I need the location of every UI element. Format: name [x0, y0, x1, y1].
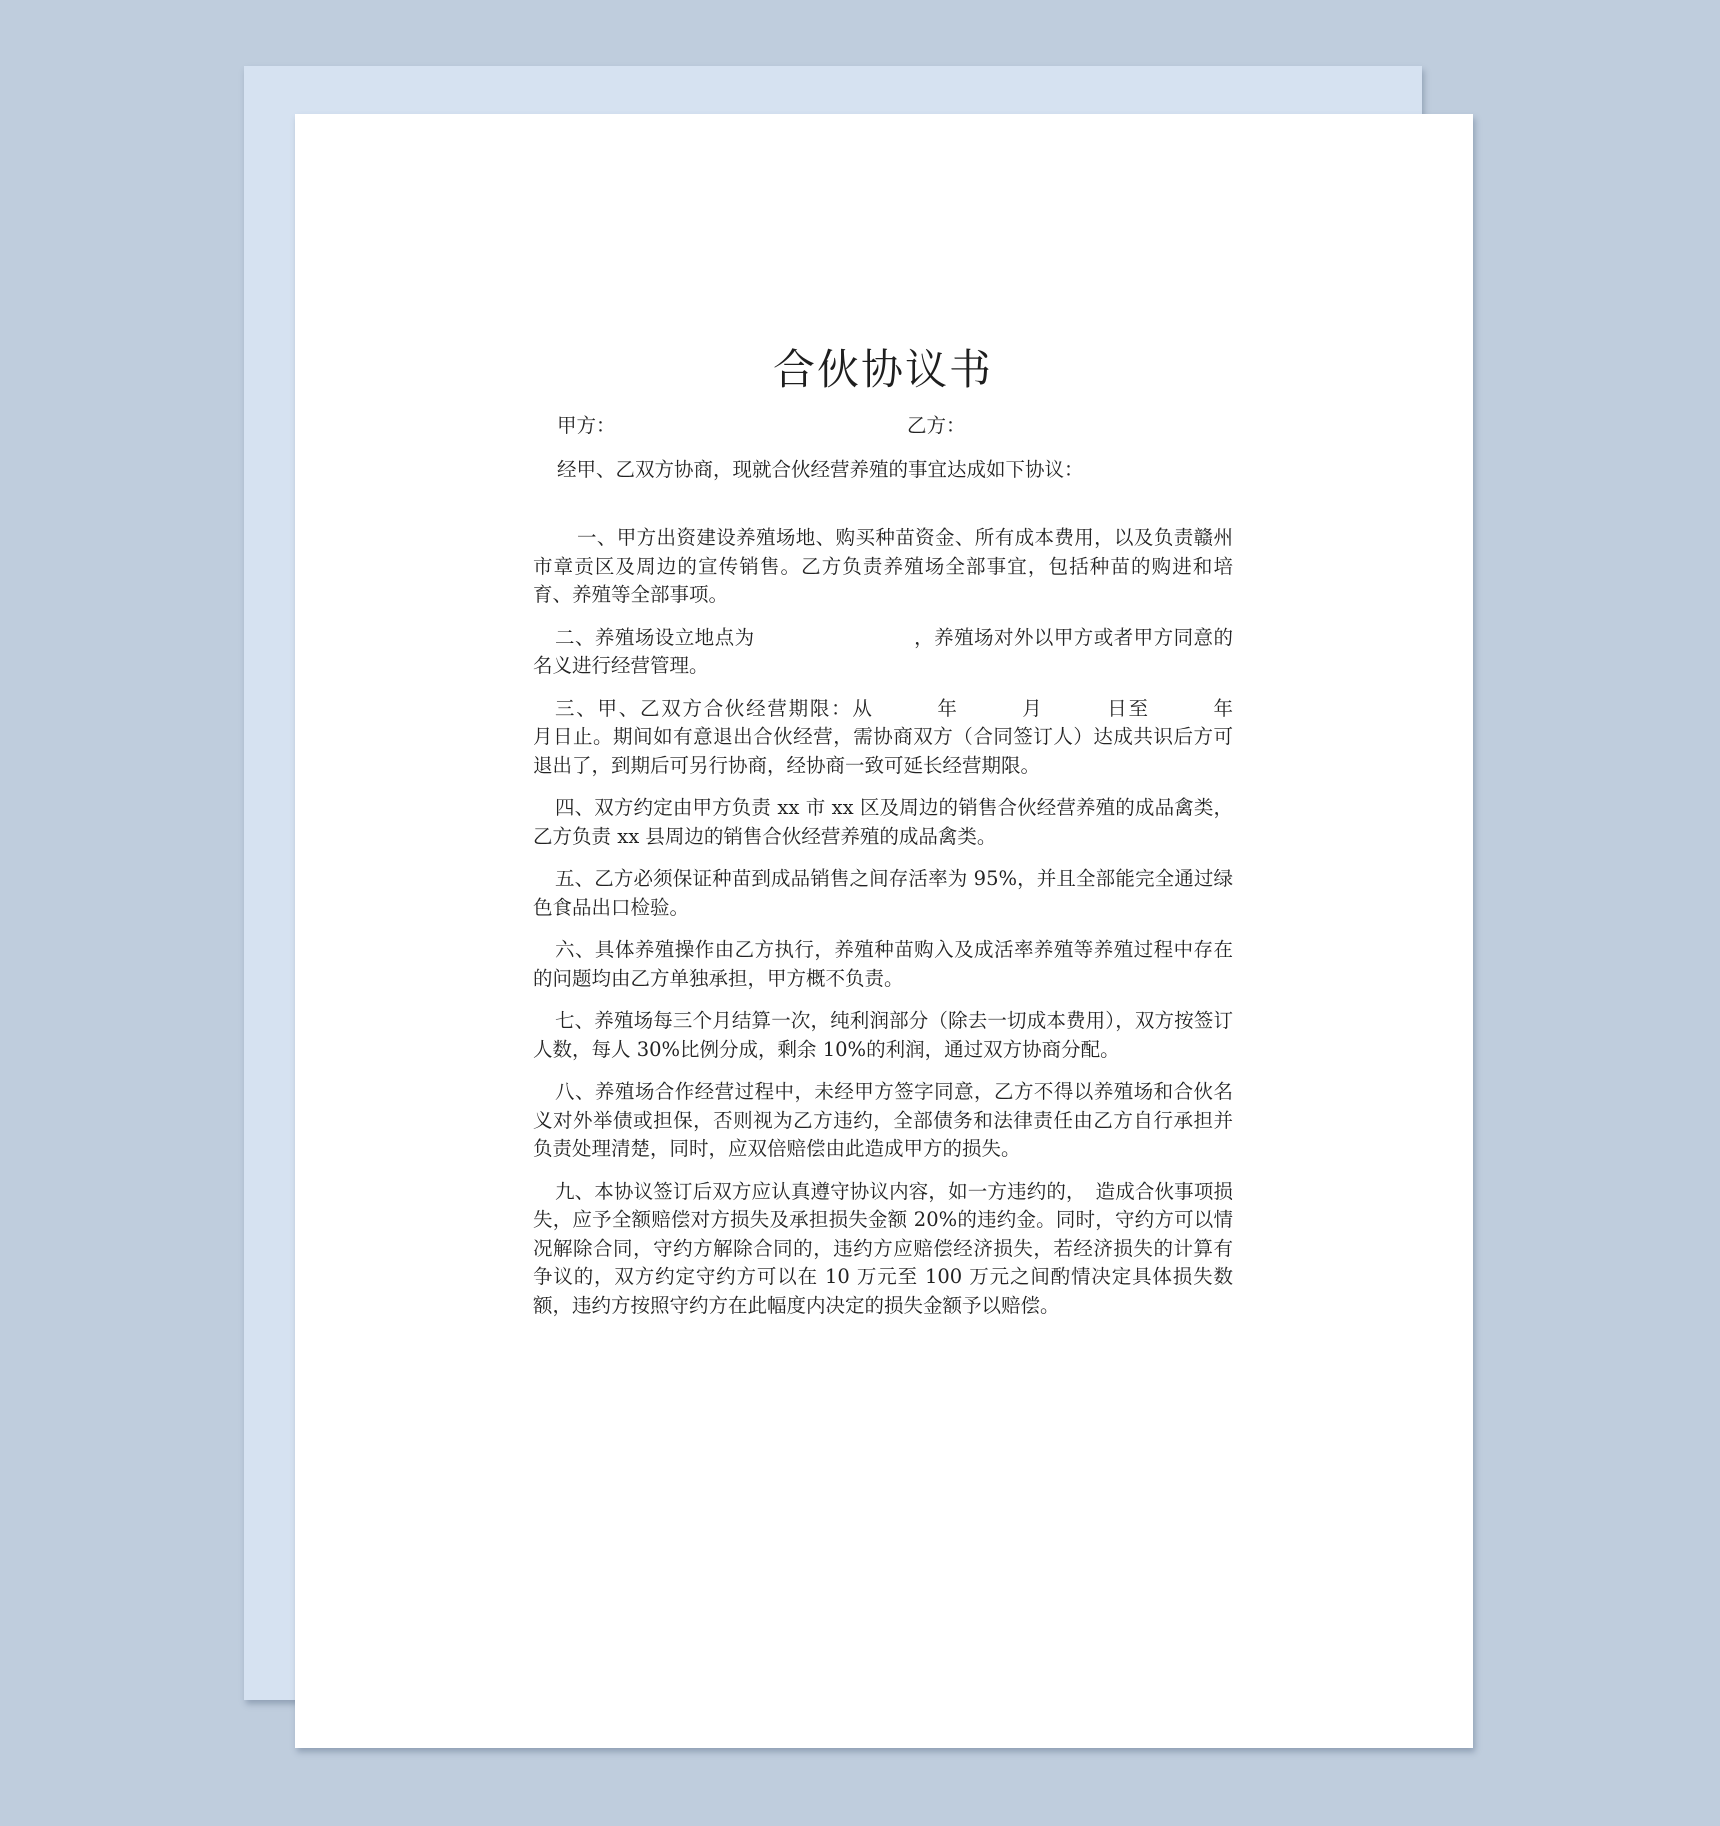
clause-6: 六、具体养殖操作由乙方执行，养殖种苗购入及成活率养殖等养殖过程中存在的问题均由乙方单独承担，甲方概不负责。 [533, 938, 1233, 990]
clause-7: 七、养殖场每三个月结算一次，纯利润部分（除去一切成本费用），双方按签订人数，每人 30%比例分成，剩余 10%的利润，通过双方协商分配。 [533, 1009, 1233, 1061]
parties-row [533, 412, 1233, 440]
clause-4: 四、双方约定由甲方负责 xx 市 xx 区及周边的销售合伙经营养殖的成品禽类，乙方负责 xx 县周边的销售合伙经营养殖的成品禽类。 [533, 796, 1233, 848]
party-b-label: 乙方： [907, 414, 966, 437]
clause-2: 二、养殖场设立地点为 ，养殖场对外以甲方或者甲方同意的名义进行经营管理。 [533, 625, 1233, 677]
party-a-label: 甲方： [557, 414, 616, 437]
document-content [533, 342, 1292, 1334]
clause-3: 三、甲、乙双方合伙经营期限：从 年 月 日至 年 月日止。期间如有意退出合伙经营，需协商双方（合同签订人）达成共识后方可退出了，到期后可另行协商，经协商一致可延长经营期限。 [533, 696, 1292, 777]
intro-paragraph: 经甲、乙双方协商，现就合伙经营养殖的事宜达成如下协议： [557, 458, 1084, 481]
clause-9: 九、本协议签订后双方应认真遵守协议内容，如一方违约的， 造成合伙事项损失，应予全额赔偿对方损失及承担损失金额 20%的违约金。同时，守约方可以情况解除合同，守约方解除合同的，违约方应赔偿经济损失，若经济损失的计算有争议的，双方约定守约方可以在 10 万元至 100 万元之间酌情决定具体损失数额，违约方按照守约方在此幅度内决定的损失金额予以赔偿。 [533, 1179, 1233, 1317]
clause-1: 一、甲方出资建设养殖场地、购买种苗资金、所有成本费用，以及负责赣州市章贡区及周边的宣传销售。乙方负责养殖场全部事宜，包括种苗的购进和培育、养殖等全部事项。 [533, 526, 1233, 606]
clause-8: 八、养殖场合作经营过程中，未经甲方签字同意，乙方不得以养殖场和合伙名义对外举债或担保，否则视为乙方违约，全部债务和法律责任由乙方自行承担并负责处理清楚，同时，应双倍赔偿由此造成甲方的损失。 [533, 1080, 1233, 1160]
document-title: 合伙协议书 [772, 345, 993, 394]
clause-5: 五、乙方必须保证种苗到成品销售之间存活率为 95%，并且全部能完全通过绿色食品出口检验。 [533, 867, 1233, 919]
document-page [295, 114, 1473, 1748]
